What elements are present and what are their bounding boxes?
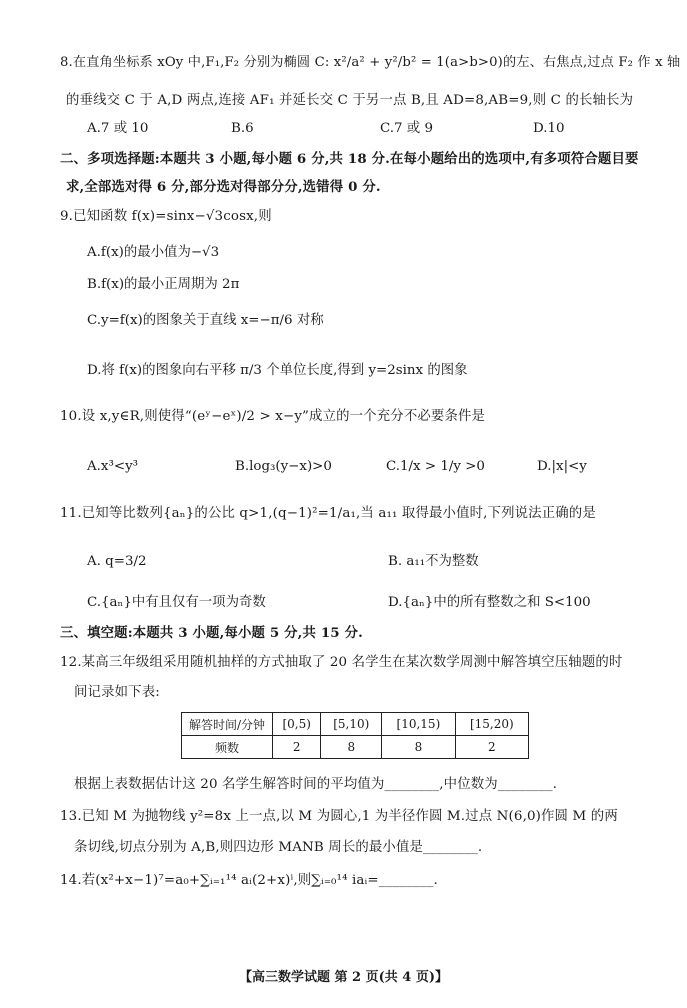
q8-line-2: 的垂线交 C 于 A,D 两点,连接 AF₁ 并延长交 C 于另一点 B,且 AD=8,AB=9,则 C 的长轴长为 xyxy=(66,93,634,108)
q10-option-c: C.1/x > 1/y >0 xyxy=(386,459,485,474)
q11-stem: 11.已知等比数列{aₙ}的公比 q>1,(q−1)²=1/a₁,当 a₁₁ 取得最小值时,下列说法正确的是 xyxy=(60,506,596,521)
q10-option-a: A.x³<y³ xyxy=(87,459,138,474)
q12-line-3: 根据上表数据估计这 20 名学生解答时间的平均值为________,中位数为________. xyxy=(74,777,558,792)
page-footer: 【高三数学试题 第 2 页(共 4 页)】 xyxy=(238,970,449,985)
q10-option-b: B.log₃(y−x)>0 xyxy=(235,459,332,474)
table-row xyxy=(182,713,529,736)
table-cell-count: 8 xyxy=(382,736,455,759)
q8-line-1: 8.在直角坐标系 xOy 中,F₁,F₂ 分别为椭圆 C: x²/a² + y²/b² = 1(a>b>0)的左、右焦点,过点 F₂ 作 x 轴 xyxy=(60,55,681,70)
table-header-time: 解答时间/分钟 xyxy=(182,713,273,736)
q9-stem: 9.已知函数 f(x)=sinx−√3cosx,则 xyxy=(60,209,272,224)
section2-heading-line-1: 二、多项选择题:本题共 3 小题,每小题 6 分,共 18 分.在每小题给出的选项中,有多项符合题目要 xyxy=(60,151,639,167)
q8-option-c: C.7 或 9 xyxy=(380,121,433,136)
q11-option-a: A. q=3/2 xyxy=(87,554,147,569)
q9-option-b: B.f(x)的最小正周期为 2π xyxy=(87,277,240,292)
q8-option-b: B.6 xyxy=(231,121,254,136)
table-cell-interval: [15,20) xyxy=(455,713,528,736)
section3-heading: 三、填空题:本题共 3 小题,每小题 5 分,共 15 分. xyxy=(60,625,363,641)
q11-option-c: C.{aₙ}中有且仅有一项为奇数 xyxy=(87,595,266,610)
q13-line-1: 13.已知 M 为抛物线 y²=8x 上一点,以 M 为圆心,1 为半径作圆 M.过点 N(6,0)作圆 M 的两 xyxy=(60,809,618,824)
table-cell-count: 2 xyxy=(273,736,321,759)
table-cell-interval: [10,15) xyxy=(382,713,455,736)
q9-option-d: D.将 f(x)的图象向右平移 π/3 个单位长度,得到 y=2sinx 的图象 xyxy=(87,363,468,378)
q13-line-2: 条切线,切点分别为 A,B,则四边形 MANB 周长的最小值是________. xyxy=(74,840,483,855)
q9-option-c: C.y=f(x)的图象关于直线 x=−π/6 对称 xyxy=(87,313,324,328)
q12-line-2: 间记录如下表: xyxy=(74,685,160,700)
q11-option-b: B. a₁₁不为整数 xyxy=(388,554,479,569)
q9-option-a: A.f(x)的最小值为−√3 xyxy=(87,245,220,260)
q12-line-1: 12.某高三年级组采用随机抽样的方式抽取了 20 名学生在某次数学周测中解答填空压轴题的时 xyxy=(60,655,623,670)
table-cell-interval: [5,10) xyxy=(321,713,382,736)
q8-option-d: D.10 xyxy=(533,121,565,136)
q8-option-a: A.7 或 10 xyxy=(87,121,149,136)
table-cell-count: 2 xyxy=(455,736,528,759)
table-header-frequency: 频数 xyxy=(182,736,273,759)
q14-line-1: 14.若(x²+x−1)⁷=a₀+∑ᵢ₌₁¹⁴ aᵢ(2+x)ⁱ,则∑ᵢ₌₀¹⁴ iaᵢ=________. xyxy=(60,873,438,888)
q10-option-d: D.|x|<y xyxy=(537,459,587,474)
table-cell-count: 8 xyxy=(321,736,382,759)
section2-heading-line-2: 求,全部选对得 6 分,部分选对得部分分,选错得 0 分. xyxy=(66,179,381,195)
table-row xyxy=(182,736,529,759)
frequency-table xyxy=(181,712,529,759)
table-cell-interval: [0,5) xyxy=(273,713,321,736)
q10-stem: 10.设 x,y∈R,则使得“(eʸ−eˣ)/2 > x−y”成立的一个充分不必要条件是 xyxy=(60,409,486,424)
q11-option-d: D.{aₙ}中的所有整数之和 S<100 xyxy=(388,595,591,610)
